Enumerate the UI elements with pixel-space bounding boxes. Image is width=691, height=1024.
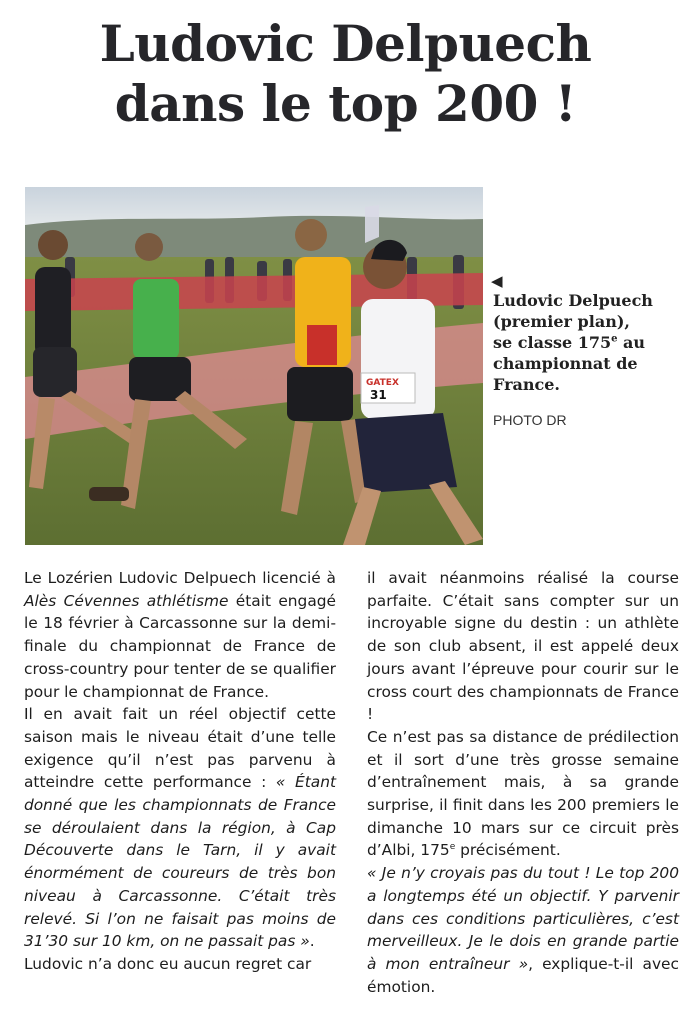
race-photo bbox=[25, 187, 483, 545]
article-paragraph-3-end: il avait néanmoins réalisé la course parfaite. C’était sans compter sur un incroyable signe du destin : un athlète de son club absent, il est appelé deux jours avant l’épreuve pour courir sur le cross court des championnats de France ! bbox=[367, 569, 679, 724]
paragraph-1-text-b: était engagé le 18 février à Carcassonne sur la demi-finale du championnat de France de cross-country pour tenter de se qualifier pour le championnat de France. bbox=[24, 591, 336, 701]
article-column-2 bbox=[367, 567, 679, 998]
race-photo-illustration bbox=[25, 187, 483, 545]
club-name: Alès Cévennes athlétisme bbox=[24, 591, 229, 610]
article-paragraph-3-start: Ludovic n’a donc eu aucun regret car bbox=[24, 954, 312, 973]
paragraph-2-text: Il en avait fait un réel objectif cette saison mais le niveau était d’une telle exigence qu’il n’est pas parvenu à atteindre cette performance : bbox=[24, 705, 336, 792]
paragraph-1-text-a: Le Lozérien Ludovic Delpuech licencié à bbox=[24, 569, 336, 587]
paragraph-4-ordinal: e bbox=[449, 842, 456, 853]
paragraph-4-text: Ce n’est pas sa distance de prédilection et il sort d’une très grosse semaine d’entraînement mais, à sa grande surprise, il finit dans les 200 premiers le dimanche 10 mars sur ce circuit près d’Albi, 175 bbox=[367, 727, 679, 860]
quote-1: « Étant donné que les championnats de France se déroulaient dans la région, à Cap Découverte dans le Tarn, il y avait énormément de coureurs de très bon niveau à Carcassonne. C’était très relevé. Si l’on ne faisait pas moins de 31’30 sur 10 km, on ne passait pas » bbox=[24, 773, 336, 951]
quote-2: « Je n’y croyais pas du tout ! Le top 200 a longtemps été un objectif. Y parvenir dans ces conditions particulières, c’est merveilleux. Je le dois en grande partie à mon entraîneur » bbox=[367, 864, 679, 973]
caption-line-3-end: au bbox=[617, 333, 646, 352]
caption-line-2: (premier plan), bbox=[493, 312, 630, 331]
article-column-1 bbox=[24, 567, 336, 976]
caption-line-3 bbox=[493, 332, 673, 353]
photo-bib-number: 31 bbox=[370, 388, 387, 402]
caption-line-3-text: se classe 175 bbox=[493, 333, 612, 352]
headline-line-1: Ludovic Delpuech bbox=[99, 14, 592, 73]
article-paragraph-5 bbox=[367, 862, 679, 998]
headline-line-2: dans le top 200 ! bbox=[114, 74, 577, 133]
caption-line-5: France. bbox=[493, 375, 560, 394]
paragraph-2-end: . bbox=[309, 932, 315, 951]
caption-line-4: championnat de bbox=[493, 354, 638, 373]
paragraph-4-end: précisément. bbox=[455, 841, 561, 860]
photo-credit: PHOTO DR bbox=[493, 412, 567, 428]
article-paragraph-2 bbox=[24, 703, 336, 953]
photo-caption bbox=[493, 272, 673, 395]
caption-ordinal-suffix: e bbox=[611, 333, 618, 345]
article-paragraph-4 bbox=[367, 726, 679, 862]
article-paragraph-1 bbox=[24, 567, 336, 703]
photo-bib-top: GATEX bbox=[366, 378, 399, 388]
headline bbox=[0, 14, 691, 134]
caption-arrow-icon: ◀ bbox=[491, 272, 503, 290]
paragraph-5-end: , explique-t-il avec émotion. bbox=[367, 954, 679, 996]
caption-line-1: Ludovic Delpuech bbox=[493, 291, 653, 310]
